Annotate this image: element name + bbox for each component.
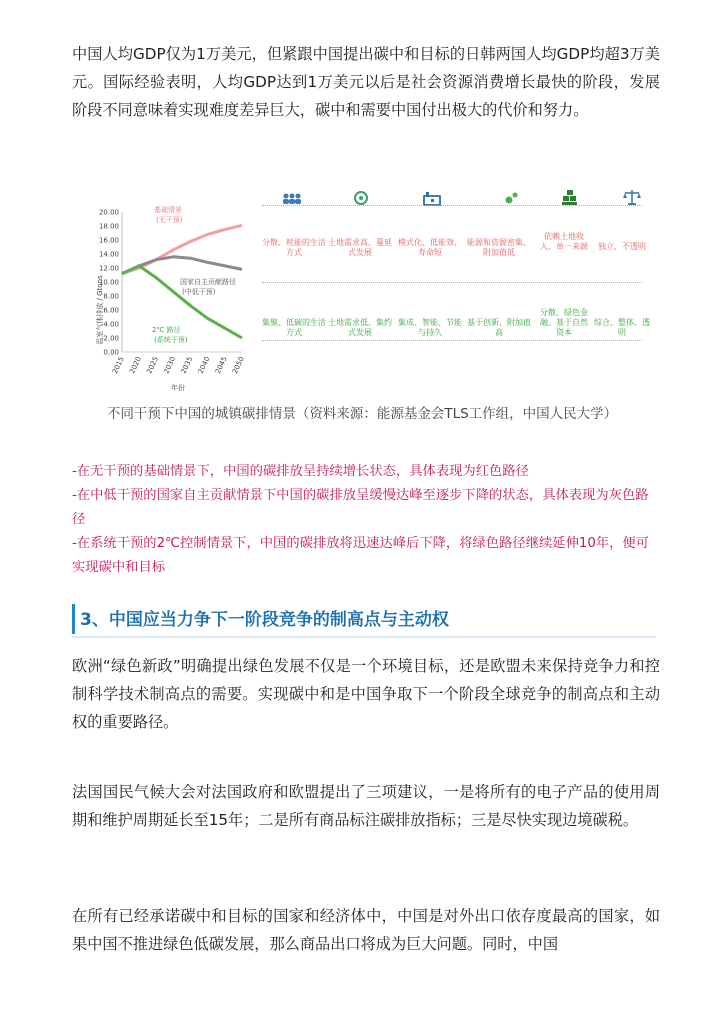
x-axis-label: 年份 [171,384,185,392]
x-tick-label: 2025 [145,355,161,376]
y-axis-label: 温室气体排放 / Gtons [96,275,104,345]
red-cell-3: 模式化、低能效、寿命短 [398,238,462,257]
paragraph-green-deal: 欧洲“绿色新政”明确提出绿色发展不仅是一个环境目标，还是欧盟未来保持竞争力和控制科学技术制高点的需要。实现碳中和是中国争取下一个阶段全球竞争的制高点和主动权的重要路径。 [72,657,660,731]
y-tick-label: 14.00 [98,250,119,259]
green-cell-3: 集成、智能、节能与持久 [398,318,462,337]
gears-icon [506,193,518,204]
y-tick-label: 10.00 [98,278,119,287]
x-tick-label: 2020 [128,355,143,376]
paragraph-gdp: 中国人均GDP仅为1万美元，但紧跟中国提出碳中和目标的日韩两国人均GDP均超3万美元。国际经验表明，人均GDP达到1万美元以后是社会资源消费增长最快的阶段，发展阶段不同意味着实现难度差异巨大，碳中和需要中国付出极大的代价和努力。 [72,45,660,119]
green-cell-2: 土地需求低、集约式发展 [328,318,392,337]
red-cell-2: 土地需求高、蔓延式发展 [328,238,392,257]
y-tick-label: 8.00 [103,292,119,301]
y-tick-label: 0.00 [103,348,119,357]
red-cell-6: 独立、不透明 [598,242,646,251]
series-label-0: 基础情景 [154,206,182,214]
section-accent-bar [72,604,75,634]
red-cell-1: 分散、耗能的生活方式 [262,238,326,257]
recycle-icon [355,192,367,204]
note-gray-path: -在中低干预的国家自主贡献情景下中国的碳排放呈缓慢达峰至逐步下降的状态，具体表现为灰色路径 [72,488,649,527]
section-heading [72,604,656,638]
notes-list [72,460,660,580]
x-tick-label: 2045 [213,355,229,376]
y-tick-label: 20.00 [98,208,119,217]
y-tick-label: 4.00 [103,320,119,329]
green-cell-5: 分散、绿色金融、基于自然资本 [540,308,588,337]
x-tick-label: 2035 [179,355,195,376]
section-title: 3、中国应当力争下一阶段竞争的制高点与主动权 [80,610,449,630]
factory-icon [424,192,440,205]
x-tick-label: 2030 [162,355,178,376]
x-tick-label: 2015 [111,355,126,376]
series-sublabel-1: (中低干预) [182,288,216,296]
blocks-icon [562,190,577,205]
series-label-1: 国家自主贡献路径 [180,278,236,286]
green-cell-6: 综合、整体、透明 [594,318,650,337]
paragraph-export: 在所有已经承诺碳中和目标的国家和经济体中，中国是对外出口依存度最高的国家，如果中国不推进绿色低碳发展，那么商品出口将成为巨大问题。同时，中国 [72,907,660,953]
series-sublabel-0: (无干预) [156,216,183,224]
figure-caption: 不同干预下中国的城镇碳排情景（资料来源：能源基金会TLS工作组，中国人民大学） [106,406,618,422]
y-tick-label: 12.00 [98,264,119,273]
scales-icon [623,190,641,205]
note-red-path: -在无干预的基础情景下，中国的碳排放呈持续增长状态，具体表现为红色路径 [72,464,529,479]
y-tick-label: 18.00 [98,222,119,231]
y-tick-label: 16.00 [98,236,119,245]
green-divider [262,340,642,341]
note-green-path: -在系统干预的2℃控制情景下，中国的碳排放将迅速达峰后下降，将绿色路径继续延伸10年，便可实现碳中和目标 [72,536,649,575]
red-cell-5: 依赖土地收入、单一来源 [540,232,588,251]
x-tick-label: 2050 [231,355,246,376]
y-tick-label: 2.00 [103,334,119,343]
series-label-2: 2℃ 路径 [152,326,181,334]
series-line-2 [122,266,242,338]
people-icon [283,194,301,205]
x-tick-label: 2040 [196,355,212,376]
emission-figure [92,190,652,400]
red-cell-4: 能源和资源密集、附加值低 [467,238,531,257]
y-tick-label: 6.00 [103,306,119,315]
mid-divider [262,282,642,283]
red-divider [262,205,642,206]
table-icons [272,190,672,214]
green-cell-4: 基于创新、附加值高 [467,318,531,337]
paragraph-france: 法国国民气候大会对法国政府和欧盟提出了三项建议，一是将所有的电子产品的使用周期和维护周期延长至15年；二是所有商品标注碳排放指标；三是尽快实现边境碳税。 [72,783,660,829]
green-cell-1: 集聚、低碳的生活方式 [262,318,326,337]
emission-chart [92,190,252,400]
series-sublabel-2: (系统干预) [154,336,188,344]
